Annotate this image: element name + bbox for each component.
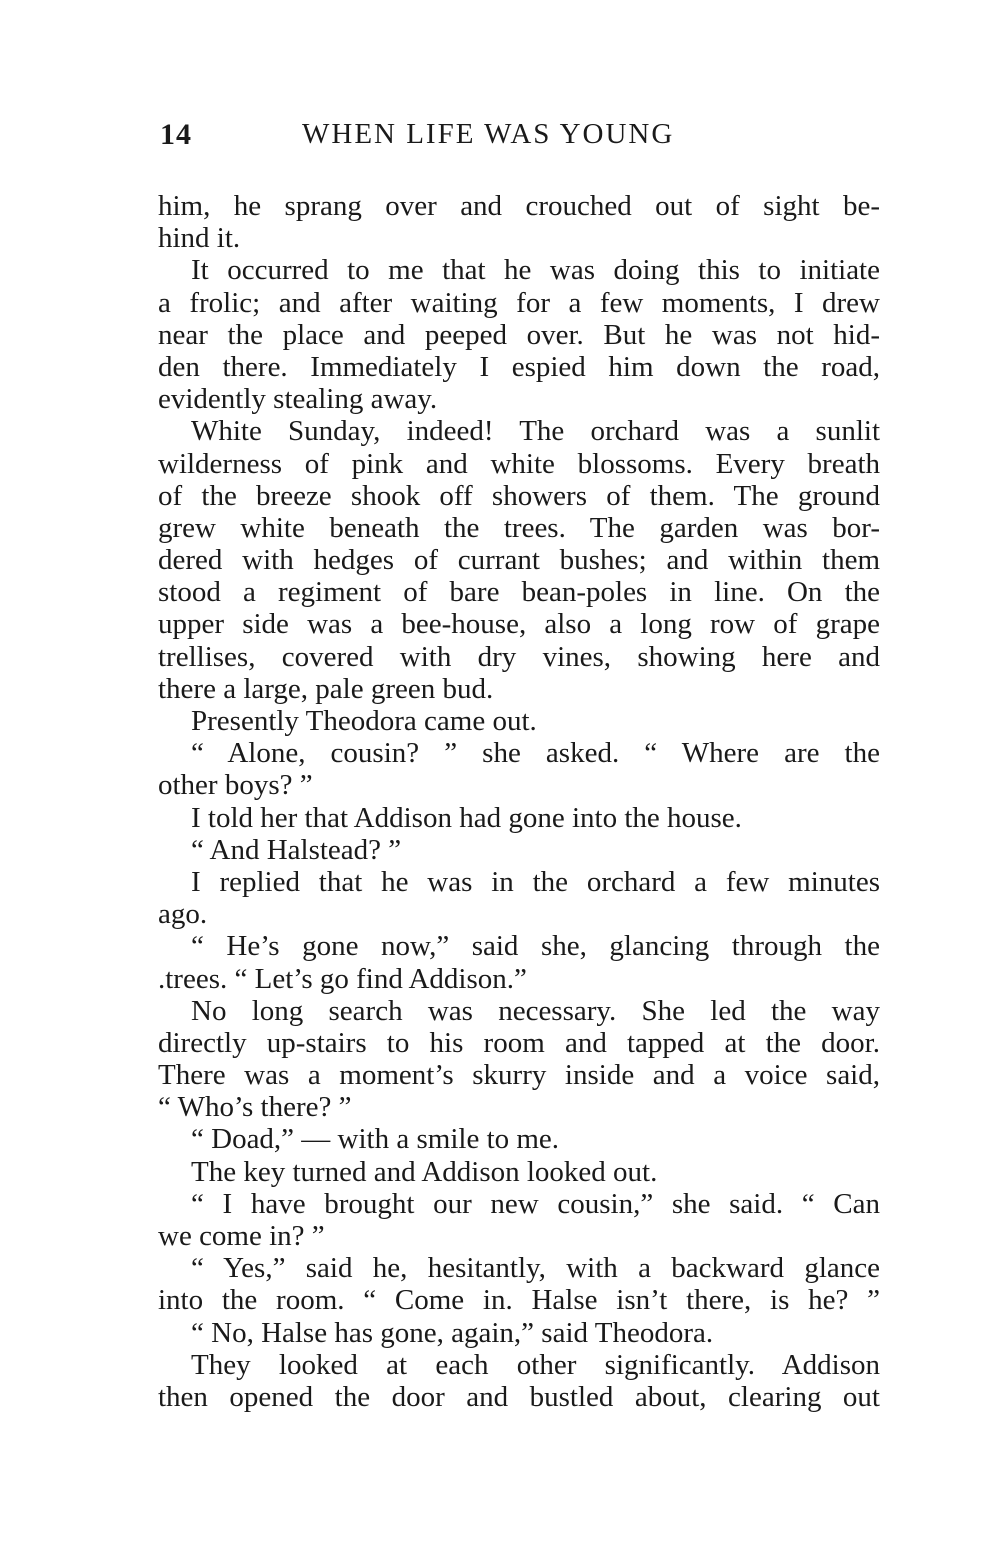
text-line: him, he sprang over and crouched out of sight be- xyxy=(158,190,880,222)
text-line: there a large, pale green bud. xyxy=(158,672,494,705)
text-line: near the place and peeped over. But he was not hid- xyxy=(158,318,880,351)
text-line: .trees. “ Let’s go find Addison.” xyxy=(158,962,527,995)
text-line: directly up-stairs to his room and tapped at the door. xyxy=(158,1026,880,1059)
text-line: into the room. “ Come in. Halse isn’t there, is he? ” xyxy=(158,1284,880,1317)
text-line: other boys? ” xyxy=(158,769,313,802)
text-line: The key turned and Addison looked out. xyxy=(191,1155,658,1188)
text-line: “ Who’s there? ” xyxy=(158,1091,352,1124)
text-line: “ I have brought our new cousin,” she said. “ Can xyxy=(191,1187,880,1220)
text-line: It occurred to me that he was doing this to initiate xyxy=(191,254,880,287)
text-line: They looked at each other significantly. Addison xyxy=(191,1348,880,1381)
text-line: wilderness of pink and white blossoms. Every breath xyxy=(158,447,880,480)
text-line: den there. Immediately I espied him down the road, xyxy=(158,350,880,383)
text-line: There was a moment’s skurry inside and a voice said, xyxy=(158,1059,880,1092)
text-line: grew white beneath the trees. The garden was bor- xyxy=(158,511,880,544)
text-line: hind it. xyxy=(158,222,241,255)
text-line: “ Doad,” — with a smile to me. xyxy=(191,1123,560,1156)
text-line: then opened the door and bustled about, clearing out xyxy=(158,1380,880,1413)
text-line: trellises, covered with dry vines, showing here and xyxy=(158,640,880,673)
text-line: “ Yes,” said he, hesitantly, with a backward glance xyxy=(191,1252,880,1285)
text-line: “ No, Halse has gone, again,” said Theodora. xyxy=(191,1316,714,1349)
text-line: we come in? ” xyxy=(158,1220,325,1252)
text-line: “ And Halstead? ” xyxy=(191,833,402,866)
text-line: ago. xyxy=(158,898,208,931)
text-line: I replied that he was in the orchard a few minutes xyxy=(191,865,880,898)
text-line: Presently Theodora came out. xyxy=(191,705,537,737)
running-title: WHEN LIFE WAS YOUNG xyxy=(302,118,675,150)
page-number: 14 xyxy=(160,118,192,151)
text-line: evidently stealing away. xyxy=(158,383,438,416)
text-line: No long search was necessary. She led the way xyxy=(191,994,880,1027)
text-line: upper side was a bee-house, also a long row of grape xyxy=(158,608,880,641)
text-line: of the breeze shook off showers of them. The ground xyxy=(158,479,880,512)
text-line: dered with hedges of currant bushes; and within them xyxy=(158,544,880,577)
text-line: “ He’s gone now,” said she, glancing through the xyxy=(191,930,880,963)
text-line: “ Alone, cousin? ” she asked. “ Where are the xyxy=(191,737,880,770)
text-line: White Sunday, indeed! The orchard was a sunlit xyxy=(191,415,880,448)
text-line: a frolic; and after waiting for a few moments, I drew xyxy=(158,286,880,319)
running-head xyxy=(160,118,880,158)
text-line: I told her that Addison had gone into the house. xyxy=(191,801,742,834)
body-text xyxy=(158,190,880,1413)
text-line: stood a regiment of bare bean-poles in line. On the xyxy=(158,576,880,609)
